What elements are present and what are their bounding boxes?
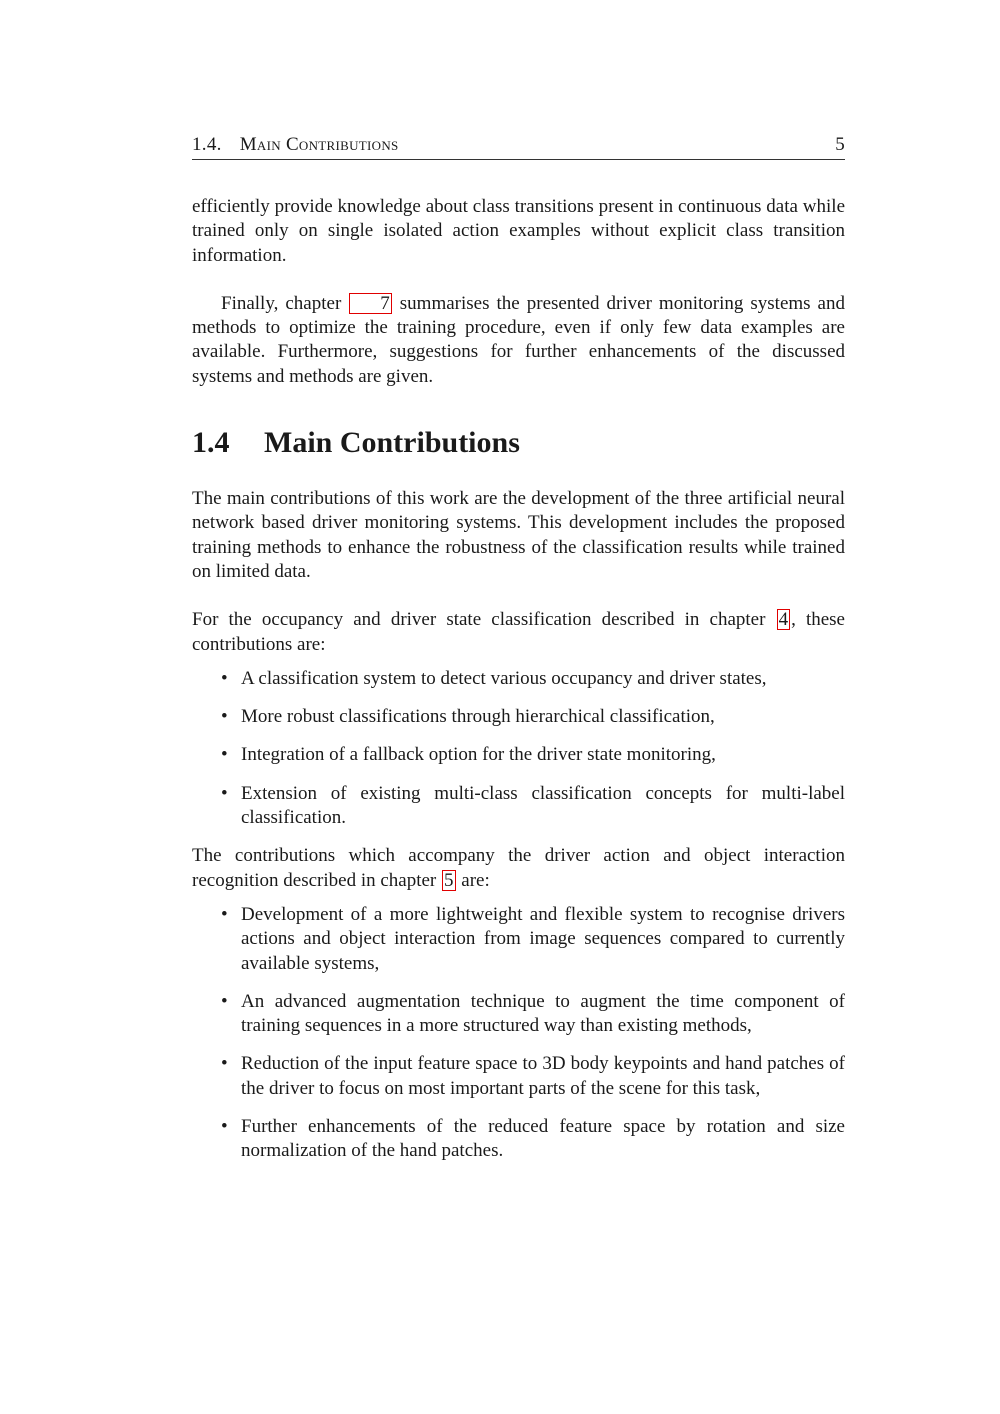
list-item (221, 705, 845, 729)
paragraph-continuation: efficiently provide knowledge about class transitions present in continuous data while trained only on single isolated action examples without explicit class transition information. (192, 196, 845, 266)
list-item-text: Development of a more lightweight and flexible system to recognise drivers actions and object interaction from image sequences compared to currently available systems, (241, 903, 845, 974)
running-header-section-title: Main Contributions (239, 134, 399, 155)
occupancy-contributions-list (192, 667, 845, 830)
bullet-icon: • (221, 744, 228, 766)
bullet-icon: • (221, 1053, 228, 1075)
list-item (221, 667, 845, 691)
list-item (221, 1115, 845, 1164)
list-item-text: Extension of existing multi-class classification concepts for multi-label classification. (241, 782, 845, 829)
paragraph-text: For the occupancy and driver state classification described in chapter (192, 609, 776, 631)
list-item-text: A classification system to detect various occupancy and driver states, (241, 667, 767, 689)
chapter-7-link[interactable]: 7 (349, 293, 392, 314)
paragraph-intro: The main contributions of this work are the development of the three artificial neural network based driver monitoring systems. This development includes the proposed training methods to enhance the robustness of the classification results while trained on limited data. (192, 488, 845, 582)
action-contributions-list (192, 903, 845, 1164)
paragraph-text: , these contributions are: (192, 609, 845, 655)
list-item (221, 782, 845, 831)
list-item-text: Reduction of the input feature space to 3D body keypoints and hand patches of the driver to focus on most important parts of the scene for this task, (241, 1053, 845, 1099)
chapter-4-link[interactable]: 4 (778, 609, 789, 631)
bullet-icon: • (221, 667, 228, 689)
paragraph-chapter-summary (192, 292, 845, 389)
running-header (192, 134, 845, 160)
running-header-left (192, 134, 399, 156)
paragraph-occupancy (192, 608, 845, 657)
paragraph-text: summarises the presented driver monitoring systems and methods to optimize the training procedure, even if only few data examples are available. Furthermore, suggestions for further enhancements of the discussed systems and methods are given. (192, 292, 845, 387)
paragraph-text: The contributions which accompany the driver action and object interaction recognition described in chapter (192, 845, 845, 891)
section-number: 1.4 (192, 426, 230, 460)
list-item (221, 903, 845, 976)
bullet-icon: • (221, 706, 228, 728)
list-item (221, 990, 845, 1039)
list-item-text: Integration of a fallback option for the driver state monitoring, (241, 744, 716, 766)
chapter-5-link[interactable]: 5 (444, 869, 454, 891)
list-item (221, 1052, 845, 1101)
list-item-text: More robust classifications through hierarchical classification, (241, 706, 715, 728)
paragraph-text: are: (456, 869, 490, 891)
paragraph-text: Finally, chapter (221, 292, 349, 314)
paragraph-action (192, 844, 845, 893)
bullet-icon: • (221, 1116, 228, 1138)
page-number: 5 (835, 134, 845, 155)
list-item (221, 743, 845, 767)
list-item-text: An advanced augmentation technique to augment the time component of training sequences in a more structured way than existing methods, (241, 990, 845, 1037)
list-item-text: Further enhancements of the reduced feature space by rotation and size normalization of the hand patches. (241, 1116, 845, 1162)
running-header-section-number: 1.4. (192, 134, 222, 155)
section-title: Main Contributions (264, 426, 520, 460)
bullet-icon: • (221, 903, 228, 925)
section-heading (192, 425, 845, 461)
bullet-icon: • (221, 990, 228, 1012)
body-text (192, 195, 845, 1178)
bullet-icon: • (221, 782, 228, 804)
